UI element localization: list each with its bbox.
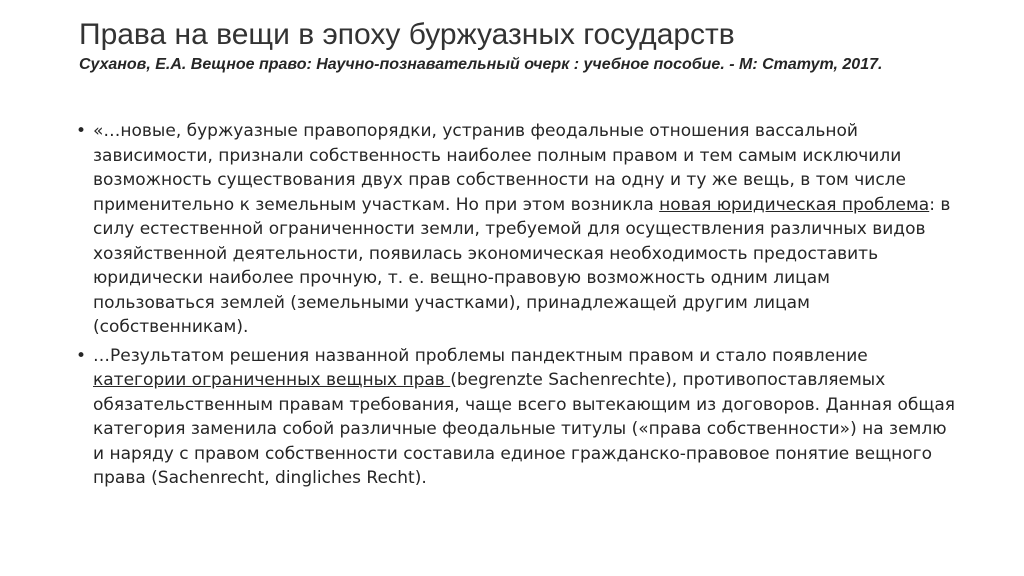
body-bullet-list	[75, 119, 955, 495]
bullet-paragraph-1	[75, 119, 955, 340]
paragraph-2-text-start: …Результатом решения названной проблемы пандектным правом и стало появление	[93, 345, 868, 366]
bullet-icon: •	[76, 121, 87, 141]
bullet-paragraph-2	[75, 344, 955, 491]
paragraph-1-text-start: «…новые, буржуазные правопорядки, устранив феодальные отношения вассальной зависимости, признали собственность наиболее полным правом и тем самым исключили возможность существования двух прав собственности на одну и ту же вещь, в том числе применительно к земельным участкам. Но при этом возникла	[93, 121, 907, 215]
slide-subtitle-citation: Суханов, Е.А. Вещное право: Научно-познавательный очерк : учебное пособие. - М: Статут, 2017.	[79, 56, 883, 73]
bullet-icon: •	[76, 345, 87, 366]
slide-title: Права на вещи в эпоху буржуазных государств	[79, 18, 735, 51]
paragraph-2-text-end: (begrenzte Sachenrechte), противопоставляемых обязательственным правам требования, чаще всего вытекающим из договоров. Данная общая категория заменила собой различные феодальные титулы («права собственности») на землю и наряду с правом собственности составила единое гражданско-правовое понятие вещного права (Sachenrecht, dingliches Recht).	[93, 370, 956, 488]
paragraph-1-text-end: : в силу естественной ограниченности земли, требуемой для осуществления различных видов хозяйственной деятельности, появилась экономическая необходимость предоставить юридически наиболее прочную, т. е. вещно-правовую возможность одним лицам пользоваться землей (земельными участками), принадлежащей другим лицам (собственникам).	[93, 194, 951, 337]
paragraph-2-underlined-term: категории ограниченных вещных прав	[93, 370, 451, 390]
paragraph-1-underlined-term: новая юридическая проблема	[659, 194, 930, 215]
